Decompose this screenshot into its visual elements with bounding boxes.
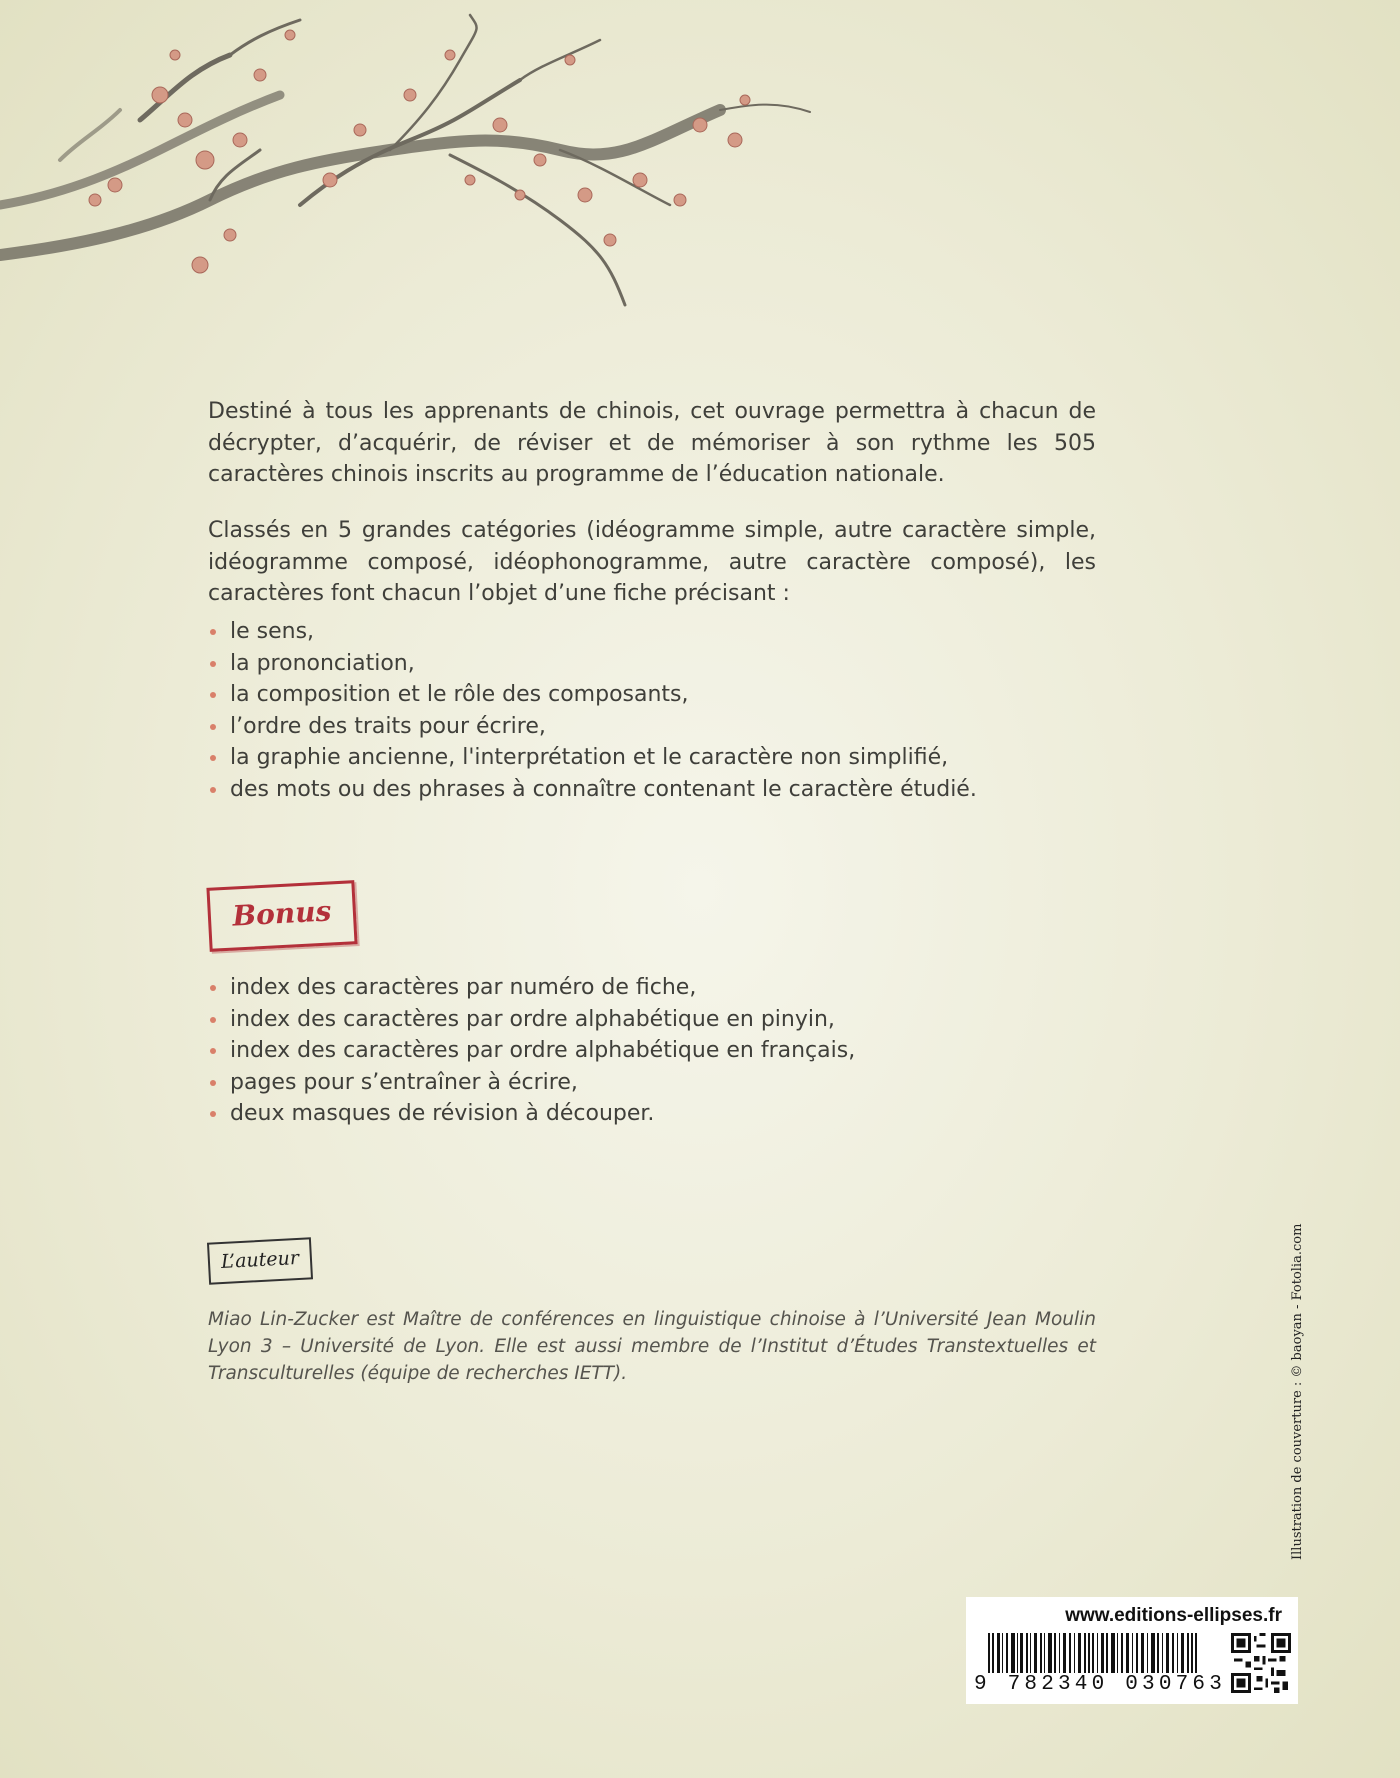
isbn-number: 9 782340 030763 (974, 1673, 1227, 1696)
blossom-branch-illustration (0, 0, 820, 320)
list-item: pages pour s’entraîner à écrire, (208, 1067, 1108, 1099)
author-stamp: L’auteur (207, 1237, 313, 1284)
list-item: le sens, (208, 616, 1108, 648)
qr-code-icon[interactable] (1231, 1633, 1291, 1693)
list-item: index des caractères par ordre alphabétique en français, (208, 1035, 1108, 1067)
categories-paragraph: Classés en 5 grandes catégories (idéogramme simple, autre caractère simple, idéogramme composé, idéophonogramme, autre caractère composé), les caractères font chacun l’objet d’une fiche précisant : (208, 518, 1096, 606)
cover-illustration-credit: Illustration de couverture : © baoyan - Fotolia.com (1290, 1223, 1305, 1560)
intro-paragraph: Destiné à tous les apprenants de chinois, cet ouvrage permettra à chacun de décrypter, d’acquérir, de réviser et de mémoriser à son rythme les 505 caractères chinois inscrits au programme de l’éducation nationale. (208, 399, 1096, 487)
bonus-list (208, 972, 1108, 1130)
list-item: deux masques de révision à découper. (208, 1098, 1108, 1130)
list-item: l’ordre des traits pour écrire, (208, 711, 1108, 743)
list-item: la composition et le rôle des composants, (208, 679, 1108, 711)
list-item: index des caractères par numéro de fiche, (208, 972, 1108, 1004)
list-item: la prononciation, (208, 648, 1108, 680)
author-biography: Miao Lin-Zucker est Maître de conférences en linguistique chinoise à l’Université Jean Moulin Lyon 3 – Université de Lyon. Elle est aussi membre de l’Institut d’Études Transtextuelles et Transculturelles (équipe de recherches IETT). (208, 1309, 1096, 1384)
barcode-panel (966, 1597, 1298, 1704)
list-item: des mots ou des phrases à connaître contenant le caractère étudié. (208, 774, 1108, 806)
list-item: la graphie ancienne, l'interprétation et le caractère non simplifié, (208, 742, 1108, 774)
bonus-stamp: Bonus (206, 880, 357, 952)
fiche-contents-list (208, 616, 1108, 805)
publisher-website[interactable]: www.editions-ellipses.fr (1065, 1605, 1282, 1626)
list-item: index des caractères par ordre alphabétique en pinyin, (208, 1004, 1108, 1036)
